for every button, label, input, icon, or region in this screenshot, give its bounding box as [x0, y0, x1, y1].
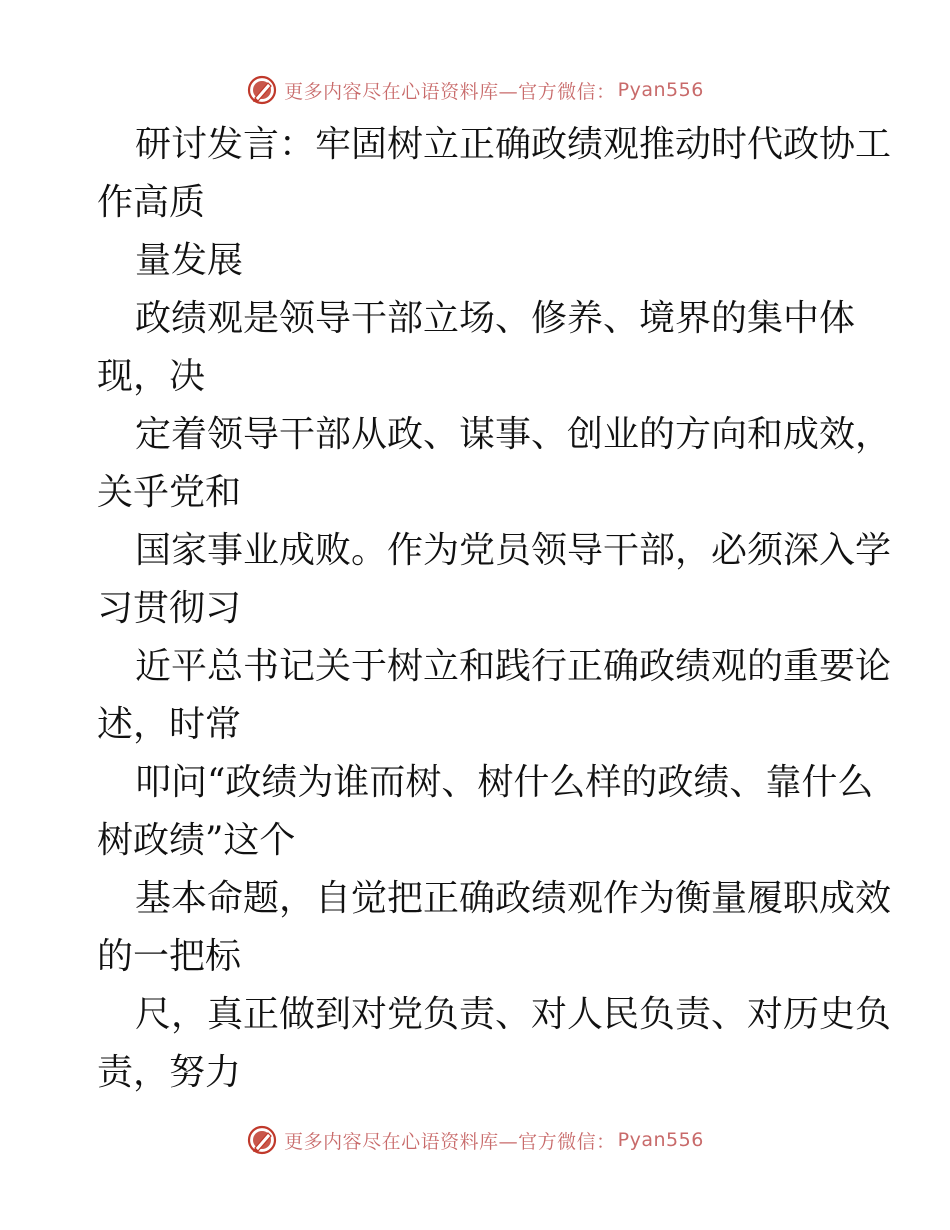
- paragraph-line: 述，时常: [97, 704, 242, 745]
- watermark-footer: [0, 1122, 950, 1158]
- paragraph-line: 关乎党和: [97, 472, 242, 513]
- watermark-text: 更多内容尽在心语资料库—官方微信：: [284, 1130, 616, 1153]
- paragraph-line: 研讨发言：牢固树立正确政绩观推动时代政协工: [135, 124, 892, 165]
- paragraph-line: 作高质: [97, 182, 206, 223]
- pen-seal-icon: [246, 1124, 278, 1156]
- watermark-header: [0, 72, 950, 108]
- paragraph-line: 树政绩”这个: [97, 820, 296, 861]
- paragraph-line: 量发展: [135, 240, 244, 281]
- watermark-text: 更多内容尽在心语资料库—官方微信：: [284, 80, 616, 103]
- paragraph-line: 现，决: [97, 356, 206, 397]
- paragraph-line: 政绩观是领导干部立场、修养、境界的集中体: [135, 298, 856, 339]
- paragraph-line: 近平总书记关于树立和践行正确政绩观的重要论: [135, 646, 892, 687]
- wechat-id: Pyan556: [617, 79, 704, 101]
- paragraph-line: 的一把标: [97, 936, 242, 977]
- paragraph-line: 定着领导干部从政、谋事、创业的方向和成效，: [135, 414, 892, 455]
- paragraph-line: 叩问“政绩为谁而树、树什么样的政绩、靠什么: [135, 762, 874, 803]
- paragraph-line: 尺，真正做到对党负责、对人民负责、对历史负: [135, 994, 892, 1035]
- document-body: [97, 116, 892, 1102]
- pen-seal-icon: [246, 74, 278, 106]
- paragraph-line: 习贯彻习: [97, 588, 242, 629]
- paragraph-line: 国家事业成败。作为党员领导干部，必须深入学: [135, 530, 892, 571]
- paragraph-line: 基本命题，自觉把正确政绩观作为衡量履职成效: [135, 878, 892, 919]
- paragraph-line: 责，努力: [97, 1052, 242, 1093]
- wechat-id: Pyan556: [617, 1129, 704, 1151]
